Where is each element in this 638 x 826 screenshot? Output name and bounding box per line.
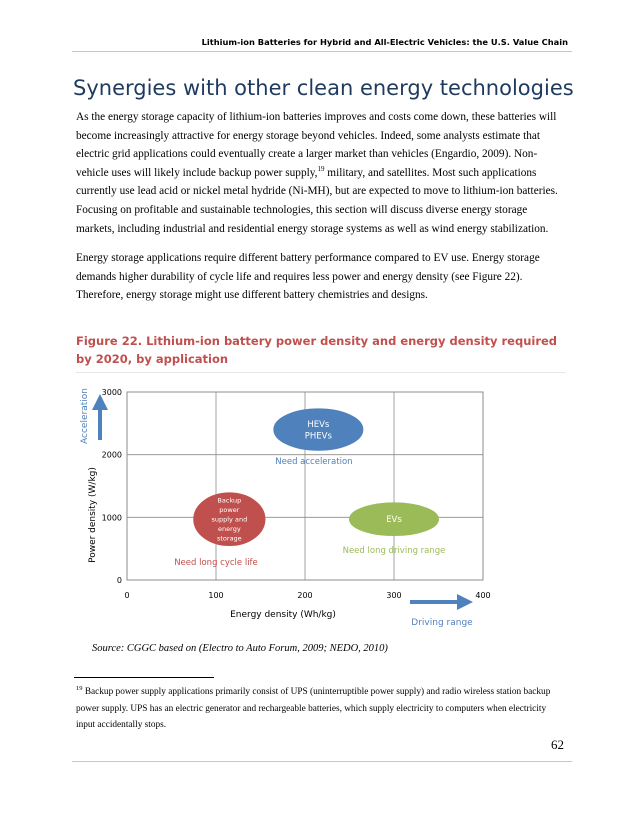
- header-rule: [72, 51, 572, 52]
- x-tick-label: 0: [124, 591, 130, 600]
- y-tick-label: 2000: [101, 450, 122, 460]
- region-label: energy: [218, 524, 241, 533]
- region-1: [194, 493, 265, 546]
- chart-annotation: Need long cycle life: [174, 557, 258, 568]
- paragraph-2: Energy storage applications require different battery performance compared to EV use. Energy storage demands higher durability of cycle life and requires less power and energy density (see Figure 22). Therefore, energy storage might use different battery chemistries and designs.: [76, 252, 540, 302]
- section-title: Synergies with other clean energy technologies: [73, 76, 574, 100]
- x-tick-label: 300: [386, 591, 402, 600]
- footnote-rule: [74, 677, 214, 678]
- figure-source: Source: CGGC based on (Electro to Auto Forum, 2009; NEDO, 2010): [92, 643, 388, 654]
- footnote-reference[interactable]: 19: [317, 165, 325, 174]
- paragraph-1-text-a: As the energy storage capacity of lithium-ion batteries improves and costs come down, these batteries will become increasingly attractive for energy storage beyond vehicles. Indeed, some analysts estimate that electric grid applications could eventually create a larger market than vehicles (Engardio, 2009). Non-vehicle uses will likely include backup power supply,: [76, 111, 557, 179]
- chart-annotation: Need long driving range: [342, 546, 446, 557]
- x-tick-label: 400: [475, 591, 491, 600]
- figure-rule: [76, 372, 566, 373]
- region-label: HEVs: [307, 419, 330, 430]
- region-label: power: [219, 505, 240, 514]
- region-label: PHEVs: [304, 431, 332, 442]
- footnote: [76, 684, 564, 734]
- x-tick-label: 100: [208, 591, 224, 600]
- region-0: [274, 409, 363, 450]
- footnote-number: 19: [76, 684, 83, 692]
- figure-title: Figure 22. Lithium-ion battery power density and energy density required by 2020, by application: [76, 334, 558, 366]
- paragraph-1-text-b: military, and satellites. Most such applications currently use lead acid or nickel metal hydride (Ni-MH), but are expected to move to lithium-ion batteries. Focusing on profitable and sustainable technologies, this section will discuss diverse energy storage markets, including industrial and residential energy storage systems as well as wind energy stabilization.: [76, 166, 558, 235]
- driving-range-label: Driving range: [411, 618, 473, 628]
- region-label: EVs: [386, 515, 402, 526]
- x-axis-label: Energy density (Wh/kg): [230, 610, 336, 620]
- page-number: 62: [551, 737, 564, 752]
- acceleration-label: Acceleration: [80, 388, 90, 444]
- region-2: [350, 503, 439, 536]
- region-label: storage: [216, 534, 242, 543]
- bottom-rule: [72, 761, 572, 762]
- paragraph-1: [76, 108, 564, 238]
- region-label: Backup: [217, 496, 242, 505]
- chart-regions: [194, 409, 439, 546]
- y-tick-label: 1000: [101, 513, 122, 523]
- y-tick-label: 3000: [101, 388, 122, 397]
- y-tick-label: 0: [116, 576, 122, 585]
- density-chart: [70, 380, 510, 630]
- chart-annotation: Need acceleration: [275, 457, 353, 468]
- x-tick-label: 200: [297, 591, 313, 600]
- footnote-text: Backup power supply applications primarily consist of UPS (uninterruptible power supply) and radio wireless station backup power supply. UPS has an electric generator and rechargeable batteries, which supply electricity to computers when electricity input accidentally stops.: [76, 687, 551, 730]
- y-axis-label: Power density (W/kg): [88, 467, 98, 563]
- region-label: supply and: [211, 515, 248, 524]
- running-header: Lithium-ion Batteries for Hybrid and All-Electric Vehicles: the U.S. Value Chain: [201, 37, 568, 47]
